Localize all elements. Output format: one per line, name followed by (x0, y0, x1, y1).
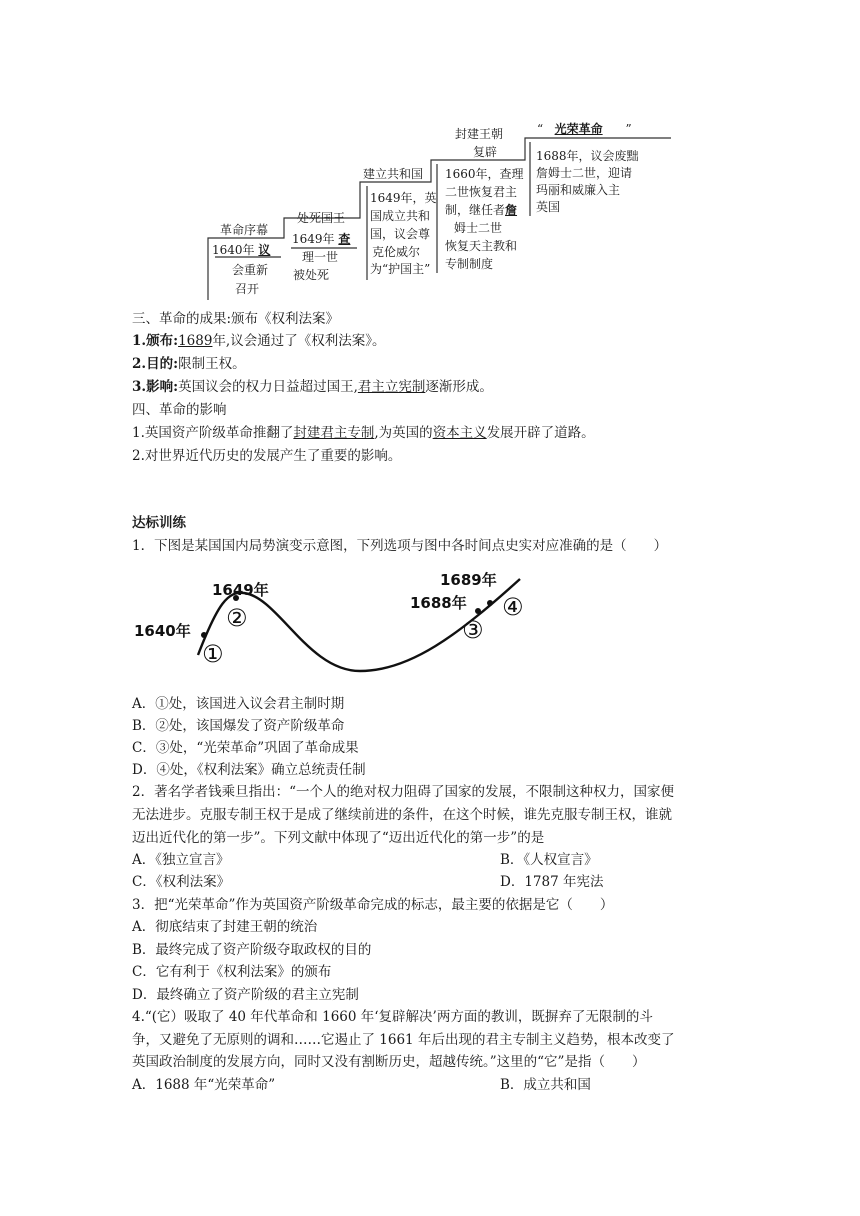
step4-title-1: 封建王朝 (455, 127, 504, 141)
step1-text: 1640年 议 (212, 243, 271, 257)
q1-curve-svg (128, 563, 538, 685)
marker-4: ④ (502, 593, 524, 621)
label-1640: 1640年 (134, 622, 191, 640)
step2-text-3: 被处死 (293, 268, 330, 282)
question-3: 3．把“光荣革命”作为英国资产阶级革命完成的标志，最主要的依据是它（ ） (132, 897, 614, 913)
q3-option-a: A．彻底结束了封建王朝的统治 (132, 919, 318, 935)
question-4-line-3: 英国政治制度的发展方向，同时又没有割断历史，超越传统。”这里的“它”是指（ ） (132, 1054, 646, 1070)
step5-text-1: 1688年，议会废黜 (536, 149, 639, 163)
q3-option-b: B．最终完成了资产阶级夺取政权的目的 (132, 942, 372, 958)
step5-title: “ 光荣革命 ” (537, 122, 632, 136)
point-1689 (487, 600, 493, 606)
point-1688 (475, 608, 481, 614)
marker-2: ② (226, 604, 248, 632)
step5-text-2: 詹姆士二世，迎请 (536, 166, 633, 180)
step3-text-1: 1649年，英 (370, 191, 437, 205)
result-item-2: 2.目的:限制王权。 (132, 356, 246, 372)
section-4-heading: 四、革命的影响 (132, 402, 227, 418)
q3-option-c: C．它有利于《权利法案》的颁布 (132, 964, 332, 980)
section-3-heading: 三、革命的成果:颁布《权利法案》 (132, 311, 340, 327)
exercise-title: 达标训练 (132, 515, 186, 531)
step2-title: 处死国王 (297, 211, 346, 225)
q1-option-a: A．①处，该国进入议会君主制时期 (132, 696, 345, 712)
q1-situation-curve (128, 563, 538, 685)
step1-text-2: 会重新 (232, 263, 269, 277)
q2-option-a: A．《独立宣言》 (132, 852, 230, 868)
marker-1: ① (202, 640, 224, 668)
q1-option-d: D．④处，《权利法案》确立总统责任制 (132, 762, 366, 778)
step1-text-3: 召开 (235, 282, 260, 296)
result-item-1: 1.颁布:1689年,议会通过了《权利法案》。 (132, 333, 386, 349)
q1-option-b: B．②处，该国爆发了资产阶级革命 (132, 718, 345, 734)
marker-3: ③ (462, 616, 484, 644)
question-2-line-1: 2．著名学者钱乘旦指出：“一个人的绝对权力阻碍了国家的发展，不限制这种权力，国家便 (132, 784, 674, 800)
step4-title-2: 复辟 (473, 145, 498, 159)
step3-text-4: 克伦威尔 (372, 245, 421, 259)
question-4-line-2: 争，又避免了无原则的调和……它遏止了 1661 年后出现的君主专制主义趋势，根本改变了 (132, 1032, 675, 1048)
q1-option-c: C．③处，“光荣革命”巩固了革命成果 (132, 740, 359, 756)
q2-option-b: B．《人权宣言》 (500, 852, 598, 868)
result-item-3: 3.影响:英国议会的权力日益超过国王,君主立宪制逐渐形成。 (132, 379, 493, 395)
question-1: 1．下图是某国国内局势演变示意图，下列选项与图中各时间点史实对应准确的是（ ） (132, 538, 668, 554)
step4-text-1: 1660年，查理 (445, 167, 524, 181)
step4-text-4: 姆士二世 (454, 221, 503, 235)
impact-item-1: 1.英国资产阶级革命推翻了封建君主专制,为英国的资本主义发展开辟了道路。 (132, 425, 595, 441)
step4-text-2: 二世恢复君主 (445, 185, 518, 199)
step2-text: 1649年 查 (292, 232, 351, 246)
step4-text-5: 恢复天主教和 (445, 239, 518, 253)
question-2-line-2: 无法进步。克服专制王权于是成了继续前进的条件，在这个时候，谁先克服专制王权，谁就 (132, 807, 672, 823)
label-1688: 1688年 (410, 594, 467, 612)
step3-title: 建立共和国 (363, 167, 424, 181)
step4-text-3: 制，继任者詹 (445, 203, 518, 217)
step5-text-3: 玛丽和威廉入主 (536, 183, 621, 197)
q4-option-b: B．成立共和国 (500, 1077, 591, 1093)
step4-text-6: 专制制度 (445, 257, 494, 271)
step3-text-5: 为“护国主” (370, 262, 431, 276)
point-1640 (201, 632, 207, 638)
q2-option-c: C．《权利法案》 (132, 874, 231, 890)
step3-text-2: 国成立共和 (370, 209, 431, 223)
step1-title: 革命序幕 (220, 223, 269, 237)
q2-option-d: D．1787 年宪法 (500, 874, 604, 890)
step3-text-3: 国，议会尊 (370, 227, 431, 241)
question-4-line-1: 4.“(它）吸取了 40 年代革命和 1660 年‘复辟解决’两方面的教训，既摒弃了无限制的斗 (132, 1009, 653, 1025)
impact-item-2: 2.对世界近代历史的发展产生了重要的影响。 (132, 448, 402, 464)
label-1689: 1689年 (440, 571, 497, 589)
q3-option-d: D．最终确立了资产阶级的君主立宪制 (132, 987, 359, 1003)
q4-option-a: A．1688 年“光荣革命” (132, 1077, 276, 1093)
revolution-staircase-diagram (205, 118, 675, 300)
step2-text-2: 理一世 (302, 250, 339, 264)
question-2-line-3: 迈出近代化的第一步”。下列文献中体现了“迈出近代化的第一步”的是 (132, 830, 545, 846)
staircase-lines (205, 118, 675, 300)
label-1649: 1649年 (212, 581, 269, 599)
step5-text-4: 英国 (536, 200, 561, 214)
